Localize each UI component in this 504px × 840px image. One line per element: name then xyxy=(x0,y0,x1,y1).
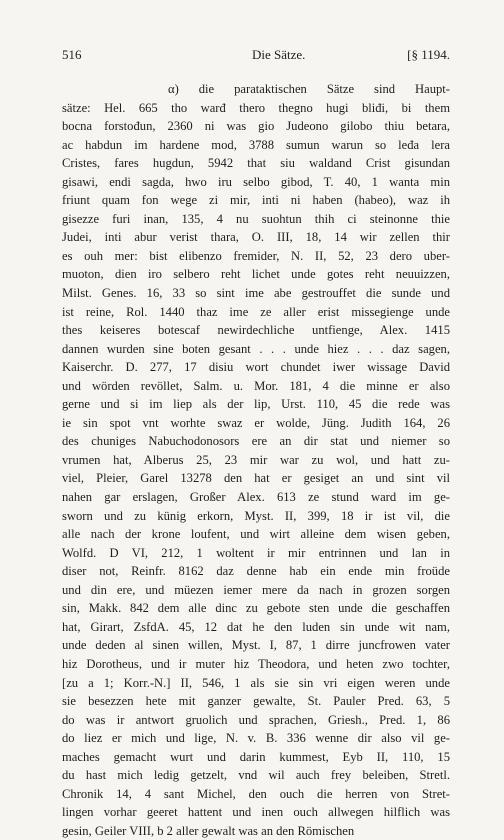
body-text xyxy=(62,80,450,840)
text-line: friunt quam fon wege zi mir, inti ni haben (habeo), waz ih xyxy=(62,193,450,208)
section-number: [§ 1194. xyxy=(407,47,450,62)
text-line: Judei, inti abur verist thara, O. III, 18, 14 wir zellen thir xyxy=(62,230,450,245)
text-line: ist reine, Rol. 1440 thaz ime ze aller erist missegienge unde xyxy=(62,304,450,319)
text-line: Chronik 14, 4 sant Michel, den ouch die herren von Stret- xyxy=(62,786,450,801)
text-line: maches gemacht wurt und darin kummest, Eyb II, 110, 15 xyxy=(62,749,450,764)
text-line: alle nach der krone loufent, und wirt alleine dem wisen geben, xyxy=(62,527,450,542)
text-line: gisezze furi inan, 135, 4 nu suohtun thih ci steinonne thie xyxy=(62,211,450,226)
running-header xyxy=(62,47,450,65)
text-line: thes keiseres botescaf newirdechliche untfienge, Alex. 1415 xyxy=(62,323,450,338)
text-line: und wörden revöllet, Salm. u. Mor. 181, 4 die minne er also xyxy=(62,378,450,393)
text-line: sätze: Hel. 665 tho warđ thero thegno hugi bliđi, bi them xyxy=(62,100,450,115)
text-line: es ouh mer: bist elibenzo fremider, N. II, 52, 23 dero uber- xyxy=(62,248,450,263)
running-title: Die Sätze. xyxy=(252,47,306,62)
text-line: gisawi, endi sagda, hwo iru selbo gibod, T. 40, 1 wanta min xyxy=(62,174,450,189)
text-line: unde deden al sinen willen, Myst. I, 87, 1 dirre juncfrowen vater xyxy=(62,638,450,653)
text-line: nahen gar erslagen, Großer Alex. 613 ze stund ward im ge- xyxy=(62,490,450,505)
text-line: [zu a 1; Korr.-N.] II, 546, 1 als sie sin vri eigen weren unde xyxy=(62,675,450,690)
text-line: Milst. Genes. 16, 33 so sint ime abe gestrouffet die sunde und xyxy=(62,286,450,301)
text-line: du hast mich ledig getzelt, vnd wil auch frey beleiben, Stretl. xyxy=(62,768,450,783)
page-number: 516 xyxy=(62,47,82,62)
text-line: ac habdun im hardene mod, 3788 sumun warun so leđa lera xyxy=(62,137,450,152)
text-line: und din ere, und müezen iemer mere da nach in grozen sorgen xyxy=(62,582,450,597)
text-line: dannen wurden sine boten gesant . . . unde hiez . . . daz sagen, xyxy=(62,341,450,356)
text-line: α) die parataktischen Sätze sind Haupt- xyxy=(168,82,450,96)
text-line: sie besezzen hete mit ganzer gewalte, St. Pauler Pred. 63, 5 xyxy=(62,694,450,709)
text-line: sin, Makk. 842 dem alle dinc zu gebote sten unde die geschaffen xyxy=(62,601,450,616)
text-line: lingen vorhar geeret hattent und inen ouch allwegen hilflich was xyxy=(62,805,450,820)
text-line: Cristes, fares hugdun, 5942 that siu waldand Crist gisundan xyxy=(62,156,450,171)
text-line: Kaiserchr. D. 277, 17 disiu wort chundet iwer wissage David xyxy=(62,360,450,375)
text-line: hat, Girart, ZsfdA. 45, 12 dat he den luden sin unde wit nam, xyxy=(62,619,450,634)
text-line: hiz Dorotheus, und ir muter hiz Theodora, und heten zwo tochter, xyxy=(62,656,450,671)
text-line: Wolfd. D VI, 212, 1 woltent ir mir entrinnen und lan in xyxy=(62,545,450,560)
text-line: sworn und zu künig erkorn, Myst. II, 399, 18 ir ist vil, die xyxy=(62,508,450,523)
text-line: vrumen hat, Alberus 25, 23 mir war zu wol, und hatt zu- xyxy=(62,452,450,467)
text-line: ie sin spot vnt worhte swaz er wolde, Jüng. Judith 164, 26 xyxy=(62,415,450,430)
text-line: muoton, dien iro selbero reht lichet unde gotes reht neuuizzen, xyxy=(62,267,450,282)
text-line: gesin, Geiler VIII, b 2 aller gewalt was an den Römischen xyxy=(62,823,355,838)
text-line: bocna forstođun, 2360 ni was gio Judeono gilobo thiu betara, xyxy=(62,119,450,134)
text-line: des chuniges Nabuchodonosors ere an dir stat und niemer so xyxy=(62,434,450,449)
text-line: do liez er mich und lige, N. v. B. 336 wenne dir also vil ge- xyxy=(62,731,450,746)
text-line: do was ir antwort gruolich und sprachen, Griesh., Pred. 1, 86 xyxy=(62,712,450,727)
text-line: diser not, Reinfr. 8162 daz denne hab ein ende min froüde xyxy=(62,564,450,579)
text-line: viel, Pleier, Garel 13278 den hat er gesiget an und sint vil xyxy=(62,471,450,486)
text-line: gerne und si im liep als der lip, Urst. 110, 45 die rede was xyxy=(62,397,450,412)
